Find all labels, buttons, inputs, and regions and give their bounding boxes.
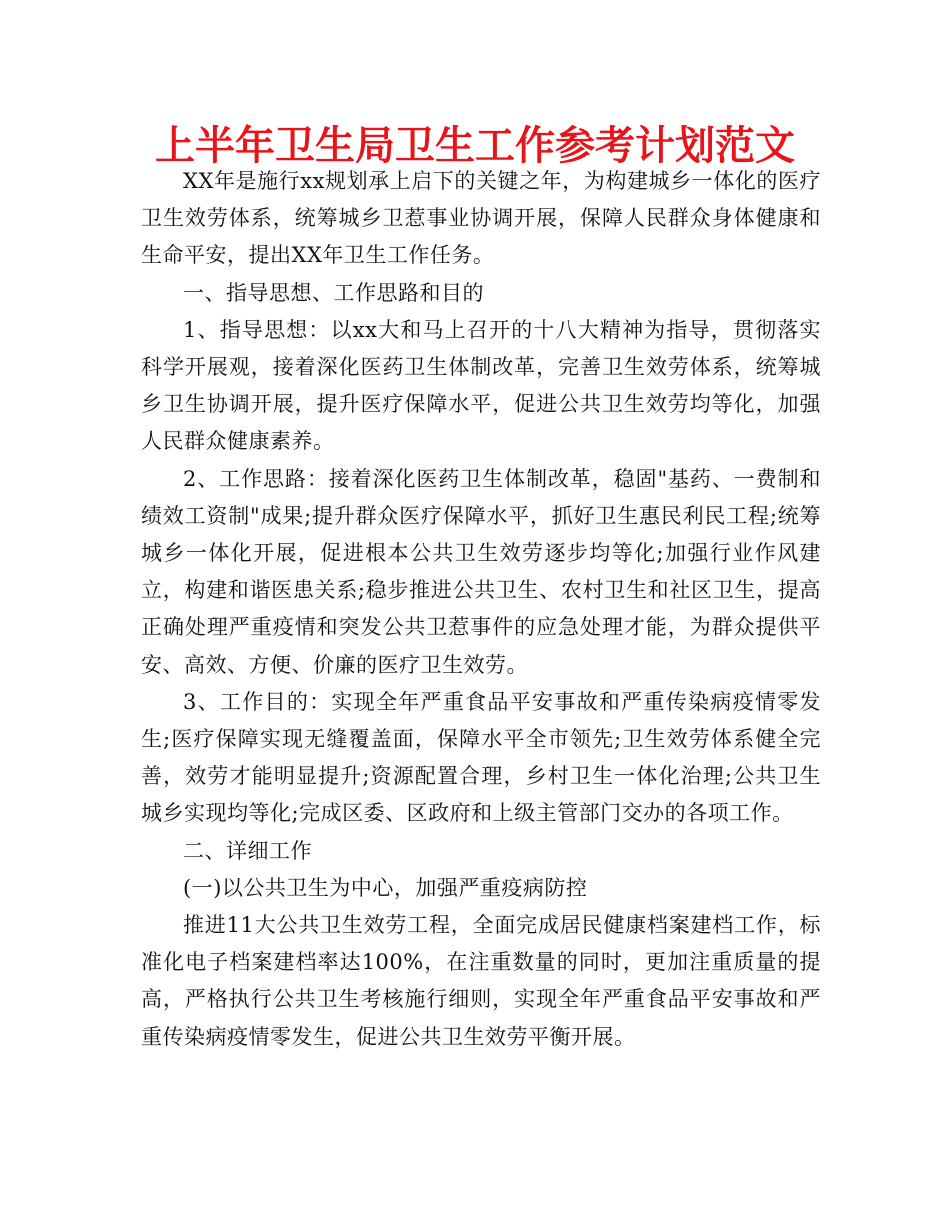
paragraph-public-health: 推进11大公共卫生效劳工程，全面完成居民健康档案建档工作，标准化电子档案建档率达100%，在注重数量的同时，更加注重质量的提高，严格执行公共卫生考核施行细则，实现全年严重食品平安事故和严重传染病疫情零发生，促进公共卫生效劳平衡开展。 xyxy=(141,913,821,1049)
paragraph-guiding-thought: 1、指导思想：以xx大和马上召开的十八大精神为指导，贯彻落实科学开展观，接着深化医药卫生体制改革，完善卫生效劳体系，统筹城乡卫生协调开展，提升医疗保障水平，促进公共卫生效劳均等化，加强人民群众健康素养。 xyxy=(141,317,821,454)
paragraph-work-goals: 3、工作目的：实现全年严重食品平安事故和严重传染病疫情零发生;医疗保障实现无缝覆盖面，保障水平全市领先;卫生效劳体系健全完善，效劳才能明显提升;资源配置合理，乡村卫生一体化治理;公共卫生城乡实现均等化;完成区委、区政府和上级主管部门交办的各项工作。 xyxy=(141,689,821,826)
document-body xyxy=(141,163,821,1056)
paragraph-work-approach: 2、工作思路：接着深化医药卫生体制改革，稳固"基药、一费制和绩效工资制"成果;提升群众医疗保障水平，抓好卫生惠民利民工程;统筹城乡一体化开展，促进根本公共卫生效劳逐步均等化;加强行业作风建立，构建和谐医患关系;稳步推进公共卫生、农村卫生和社区卫生，提高正确处理严重疫情和突发公共卫惹事件的应急处理才能，为群众提供平安、高效、方便、价廉的医疗卫生效劳。 xyxy=(141,466,821,677)
subsection-heading-1: (一)以公共卫生为中心，加强严重疫病防控 xyxy=(183,875,588,900)
paragraph-intro: XX年是施行xx规划承上启下的关键之年，为构建城乡一体化的医疗卫生效劳体系，统筹城乡卫惹事业协调开展，保障人民群众身体健康和生命平安，提出XX年卫生工作任务。 xyxy=(141,169,821,268)
section-heading-2: 二、详细工作 xyxy=(183,838,312,863)
section-heading-1: 一、指导思想、工作思路和目的 xyxy=(183,280,484,305)
document-title: 上半年卫生局卫生工作参考计划范文 xyxy=(155,123,795,169)
